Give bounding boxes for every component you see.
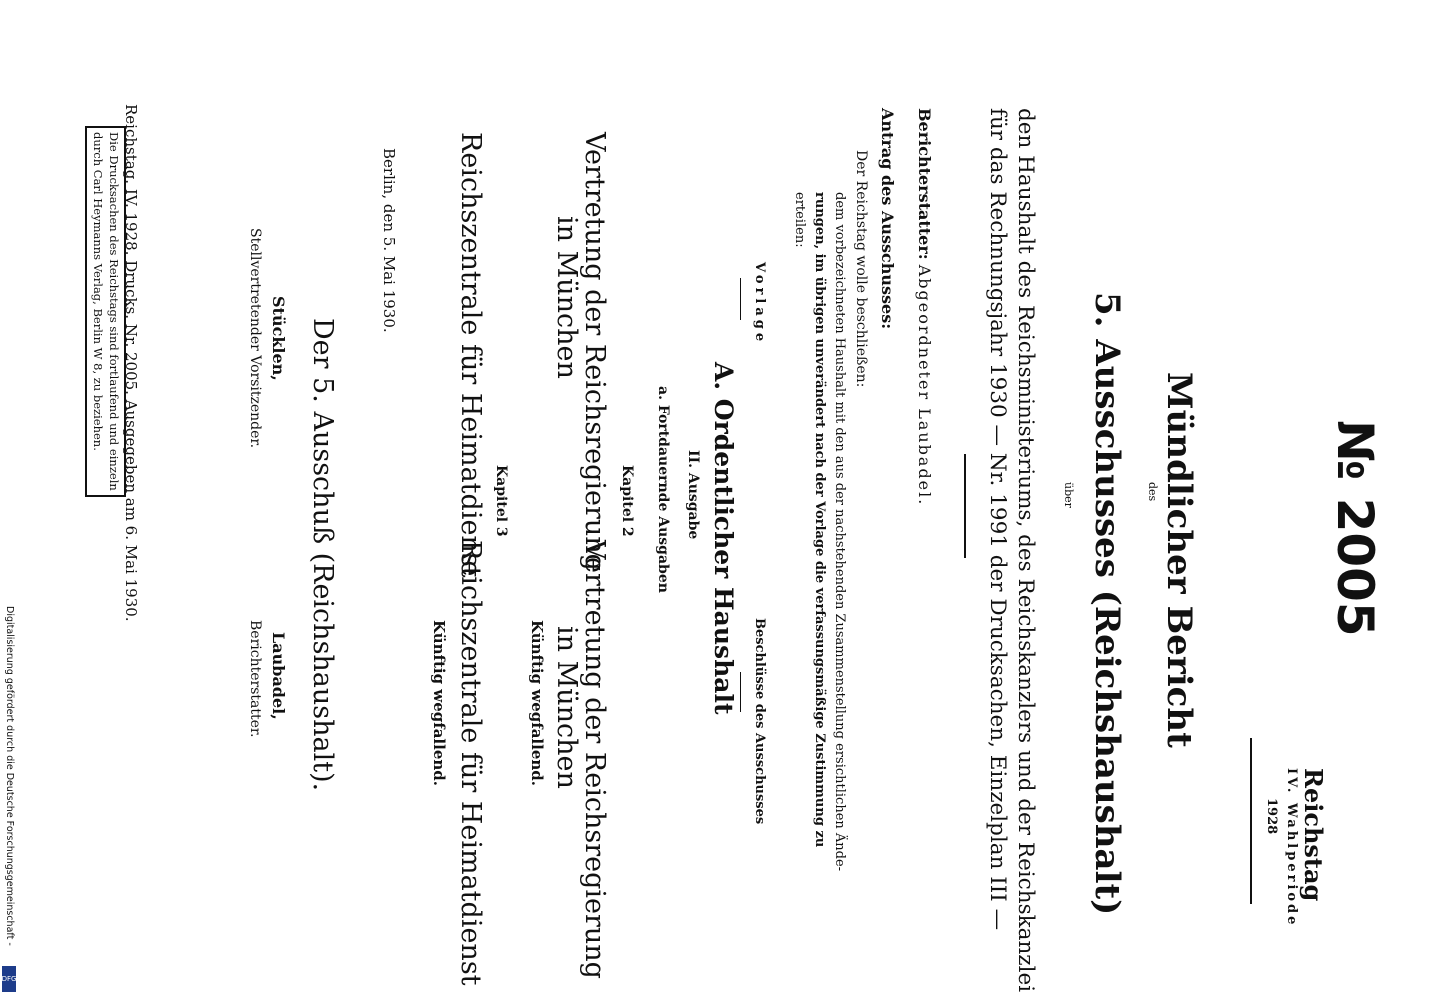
section-ordentlicher-haushalt: A. Ordentlicher Haushalt — [709, 362, 738, 715]
header-period: IV. Wahlperiode — [1284, 768, 1299, 928]
reporter-label: Berichterstatter: — [915, 108, 934, 260]
reporter-line — [916, 108, 932, 506]
committee-title: 5. Ausschusses (Reichshaushalt) — [1087, 292, 1127, 916]
signer-2-role: Berichterstatter. — [247, 620, 263, 738]
kap2-right-line-1: Vertretung der Reichsregierung — [579, 540, 610, 979]
kap2-left-line-2: in München — [551, 216, 582, 379]
kap2-left-line-1: Vertretung der Reichsregierung — [579, 132, 610, 571]
kap3-right: Reichszentrale für Heimatdienst — [455, 540, 486, 986]
column-vorlage: Vorlage — [752, 262, 767, 346]
title-ueber: über — [1062, 482, 1075, 508]
distribution-note-line-1: Die Drucksachen des Reichstags sind fortlaufend und einzeln — [107, 132, 121, 491]
dfg-logo: DFG — [2, 966, 16, 992]
motion-line-1: Der Reichstag wolle beschließen: — [853, 150, 869, 388]
kapitel-3: Kapitel 3 — [493, 465, 509, 537]
distribution-note-line-2: durch Carl Heymanns Verlag, Berlin W 8, zu beziehen. — [91, 132, 106, 451]
title-des: des — [1146, 482, 1159, 502]
closing-committee: Der 5. Ausschuß (Reichshaushalt). — [307, 318, 338, 792]
motion-line-3: rungen, im übrigen unverändert nach der Vorlage die verfassungsmäßige Zustimmung zu — [812, 192, 827, 848]
signer-1-role: Stellvertretender Vorsitzender. — [247, 228, 263, 449]
distribution-note — [85, 126, 126, 497]
column-beschluesse-rule — [740, 672, 741, 712]
reporter-name: Abgeordneter Laubadel. — [915, 264, 934, 507]
motion-line-2: dem vorbezeichneten Haushalt mit den aus der nachstehenden Zusammenstellung ersichtlichen Ände- — [832, 192, 847, 872]
kap2-right-line-2: in München — [551, 626, 582, 789]
header-body: Reichstag — [1299, 768, 1328, 902]
column-beschluesse: Beschlüsse des Ausschusses — [752, 618, 767, 825]
motion-line-4: erteilen: — [792, 192, 807, 248]
title-line-2: für das Rechnungsjahr 1930 — Nr. 1991 der Drucksachen, Einzelplan III — — [985, 108, 1010, 931]
header-rule — [1250, 738, 1252, 904]
kap3-right-note: Künftig wegfallend. — [430, 620, 448, 786]
dfg-note: Digitalisierung gefördert durch die Deutsche Forschungsgemeinschaft - — [4, 606, 15, 946]
kap2-right-note: Künftig wegfallend. — [528, 620, 546, 786]
place-date: Berlin, den 5. Mai 1930. — [380, 148, 398, 333]
kapitel-2: Kapitel 2 — [619, 465, 635, 537]
header-year: 1928 — [1264, 798, 1279, 835]
column-vorlage-rule — [740, 278, 741, 320]
kap3-left: Reichszentrale für Heimatdienst — [455, 132, 486, 578]
title-rule — [964, 454, 966, 558]
section-fortdauernde: a. Fortdauernde Ausgaben — [655, 386, 671, 593]
document-number: № 2005 — [1326, 420, 1384, 637]
signer-1-name: Stücklen, — [269, 296, 288, 381]
section-ausgabe: II. Ausgabe — [685, 450, 701, 540]
report-kind: Mündlicher Bericht — [1159, 372, 1199, 748]
imprint-line: Reichstag. IV. 1928. Drucks. Nr. 2005. Ausgegeben am 6. Mai 1930. — [122, 104, 140, 622]
signer-2-name: Laubadel, — [269, 632, 288, 720]
motion-label: Antrag des Ausschusses: — [878, 108, 897, 330]
title-line-1: den Haushalt des Reichsministeriums, des Reichskanzlers und der Reichskanzlei — [1013, 108, 1038, 993]
